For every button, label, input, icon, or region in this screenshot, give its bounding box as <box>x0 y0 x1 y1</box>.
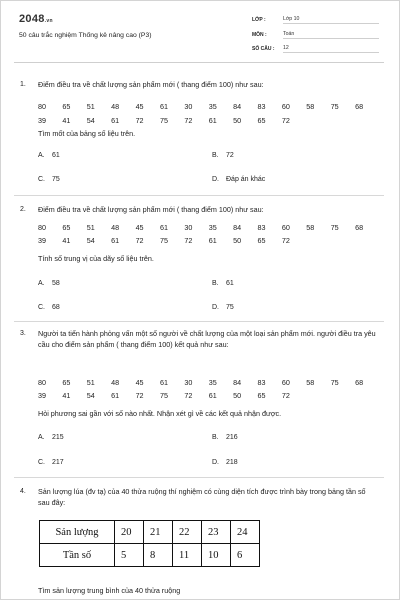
data-value: 72 <box>135 236 144 245</box>
data-value: 80 <box>38 378 46 387</box>
option-letter: D. <box>212 304 219 311</box>
data-value: 80 <box>38 223 46 232</box>
option-letter: A. <box>38 434 45 441</box>
table-cell: 23 <box>202 521 231 544</box>
option-c[interactable] <box>38 304 60 311</box>
option-text: 75 <box>226 304 234 311</box>
data-value: 80 <box>38 102 46 111</box>
subject-label: MÔN : <box>252 32 267 38</box>
data-value: 72 <box>135 391 144 400</box>
data-value: 83 <box>257 378 266 387</box>
data-value: 54 <box>86 391 95 400</box>
data-value: 75 <box>330 102 339 111</box>
data-value: 68 <box>355 102 364 111</box>
data-value: 35 <box>208 102 217 111</box>
table-cell: 8 <box>144 544 173 567</box>
question-number: 4. <box>20 488 26 495</box>
option-text: Đáp án khác <box>226 176 266 183</box>
data-value: 61 <box>159 378 168 387</box>
data-value: 51 <box>86 378 95 387</box>
data-value: 68 <box>355 223 364 232</box>
data-value: 61 <box>208 236 217 245</box>
count-label: SỐ CÂU : <box>252 46 275 52</box>
question-text: Sản lượng lúa (đv tạ) của 40 thửa ruộng thí nghiệm có cùng diện tích được trình bày trong bảng tần số sau đây: <box>38 487 366 507</box>
subject-value: Toán <box>283 31 379 39</box>
data-value: 68 <box>355 378 364 387</box>
class-label: LỚP : <box>252 17 266 23</box>
data-value: 83 <box>257 102 266 111</box>
table-cell: 22 <box>173 521 202 544</box>
site-logo[interactable] <box>19 13 53 25</box>
option-letter: A. <box>38 152 45 159</box>
option-letter: A. <box>38 280 45 287</box>
option-b[interactable] <box>212 280 234 287</box>
data-value: 72 <box>281 391 290 400</box>
data-value: 54 <box>86 116 95 125</box>
data-value: 39 <box>38 391 46 400</box>
data-value: 65 <box>257 236 266 245</box>
option-letter: D. <box>212 459 219 466</box>
question-text: Điểm điều tra về chất lượng sản phẩm mới ( thang điểm 100) như sau: <box>38 80 264 89</box>
table-cell: 20 <box>115 521 144 544</box>
data-value: 58 <box>306 378 315 387</box>
option-a[interactable] <box>38 434 64 441</box>
option-text: 72 <box>226 152 234 159</box>
data-value: 39 <box>38 236 46 245</box>
data-value: 58 <box>306 102 315 111</box>
data-value: 48 <box>111 378 120 387</box>
option-b[interactable] <box>212 434 238 441</box>
option-letter: B. <box>212 280 219 287</box>
data-value: 35 <box>208 378 217 387</box>
data-value: 65 <box>62 102 71 111</box>
data-value: 45 <box>135 102 144 111</box>
data-value: 61 <box>111 391 120 400</box>
data-value: 65 <box>62 378 71 387</box>
count-value: 12 <box>283 45 379 53</box>
data-value: 61 <box>111 116 120 125</box>
table-cell: 11 <box>173 544 202 567</box>
question-number: 1. <box>20 81 26 88</box>
option-c[interactable] <box>38 176 60 183</box>
data-value: 41 <box>62 391 71 400</box>
data-value: 60 <box>281 102 290 111</box>
question-prompt: Tìm mốt của bảng số liệu trên. <box>38 129 136 138</box>
option-letter: C. <box>38 304 45 311</box>
data-row-2 <box>38 236 306 245</box>
question-prompt: Tìm sản lượng trung bình của 40 thửa ruộng <box>38 586 181 595</box>
data-value: 65 <box>62 223 71 232</box>
option-letter: D. <box>212 176 219 183</box>
document-title: 50 câu trắc nghiệm Thống kê nâng cao (P3) <box>19 32 152 39</box>
question-divider <box>14 477 384 478</box>
data-value: 30 <box>184 102 193 111</box>
data-value: 54 <box>86 236 95 245</box>
option-text: 61 <box>52 152 60 159</box>
table-header-cell: Tần số <box>40 544 115 567</box>
question-divider <box>14 195 384 196</box>
data-value: 35 <box>208 223 217 232</box>
question-prompt: Tính số trung vị của dãy số liệu trên. <box>38 254 154 263</box>
option-text: 68 <box>52 304 60 311</box>
table-cell: 5 <box>115 544 144 567</box>
option-letter: C. <box>38 459 45 466</box>
data-value: 50 <box>233 391 242 400</box>
option-a[interactable] <box>38 152 60 159</box>
option-b[interactable] <box>212 152 234 159</box>
data-value: 45 <box>135 223 144 232</box>
option-a[interactable] <box>38 280 60 287</box>
data-value: 60 <box>281 378 290 387</box>
option-text: 216 <box>226 434 238 441</box>
data-value: 75 <box>159 116 168 125</box>
data-value: 83 <box>257 223 266 232</box>
data-value: 75 <box>159 236 168 245</box>
data-value: 75 <box>330 223 339 232</box>
header-divider <box>14 62 384 63</box>
class-value: Lớp 10 <box>283 16 379 24</box>
data-value: 61 <box>208 116 217 125</box>
data-value: 58 <box>306 223 315 232</box>
data-value: 65 <box>257 116 266 125</box>
option-letter: B. <box>212 152 219 159</box>
question-prompt: Hỏi phương sai gần với số nào nhất. Nhận xét gì về các kết quả nhận được. <box>38 409 282 418</box>
document-header <box>0 0 398 62</box>
option-c[interactable] <box>38 459 64 466</box>
data-value: 48 <box>111 102 120 111</box>
option-text: 215 <box>52 434 64 441</box>
data-value: 51 <box>86 102 95 111</box>
data-value: 30 <box>184 223 193 232</box>
question-number: 2. <box>20 206 26 213</box>
data-value: 50 <box>233 236 242 245</box>
data-value: 72 <box>281 236 290 245</box>
data-value: 41 <box>62 236 71 245</box>
data-value: 75 <box>330 378 339 387</box>
data-value: 72 <box>281 116 290 125</box>
frequency-table <box>39 520 260 567</box>
table-row <box>40 521 260 544</box>
data-row-2 <box>38 391 306 400</box>
data-value: 72 <box>184 236 193 245</box>
option-d[interactable] <box>212 304 234 311</box>
option-letter: B. <box>212 434 219 441</box>
data-value: 72 <box>135 116 144 125</box>
data-value: 45 <box>135 378 144 387</box>
table-header-cell: Sản lượng <box>40 521 115 544</box>
table-cell: 10 <box>202 544 231 567</box>
data-value: 51 <box>86 223 95 232</box>
logo-text: 2048 <box>19 13 45 25</box>
option-d[interactable] <box>212 176 265 183</box>
option-text: 217 <box>52 459 64 466</box>
data-value: 39 <box>38 116 46 125</box>
question-number: 3. <box>20 330 26 337</box>
table-cell: 21 <box>144 521 173 544</box>
logo-suffix: .vn <box>44 18 53 24</box>
question-text: Người ta tiến hành phỏng vấn một số người về chất lượng của một loại sản phẩm mới. người điều tra yêu cầu cho điểm sản phẩm ( thang điểm 100) kết quả như sau: <box>38 329 376 349</box>
table-cell: 24 <box>231 521 260 544</box>
data-value: 84 <box>233 102 242 111</box>
question-divider <box>14 321 384 322</box>
data-value: 30 <box>184 378 193 387</box>
data-value: 72 <box>184 391 193 400</box>
data-value: 72 <box>184 116 193 125</box>
option-d[interactable] <box>212 459 238 466</box>
data-row-2 <box>38 116 306 125</box>
data-value: 48 <box>111 223 120 232</box>
option-text: 58 <box>52 280 60 287</box>
data-row-1 <box>38 378 379 387</box>
data-value: 61 <box>159 223 168 232</box>
data-value: 60 <box>281 223 290 232</box>
data-value: 84 <box>233 223 242 232</box>
data-value: 61 <box>159 102 168 111</box>
data-value: 61 <box>111 236 120 245</box>
data-value: 41 <box>62 116 71 125</box>
option-text: 61 <box>226 280 234 287</box>
option-letter: C. <box>38 176 45 183</box>
data-value: 65 <box>257 391 266 400</box>
data-value: 84 <box>233 378 242 387</box>
data-value: 61 <box>208 391 217 400</box>
data-value: 50 <box>233 116 242 125</box>
option-text: 75 <box>52 176 60 183</box>
option-text: 218 <box>226 459 238 466</box>
question-text: Điểm điều tra về chất lượng sản phẩm mới ( thang điểm 100) như sau: <box>38 205 264 214</box>
data-value: 75 <box>159 391 168 400</box>
data-row-1 <box>38 102 379 111</box>
table-row <box>40 544 260 567</box>
table-cell: 6 <box>231 544 260 567</box>
data-row-1 <box>38 223 379 232</box>
